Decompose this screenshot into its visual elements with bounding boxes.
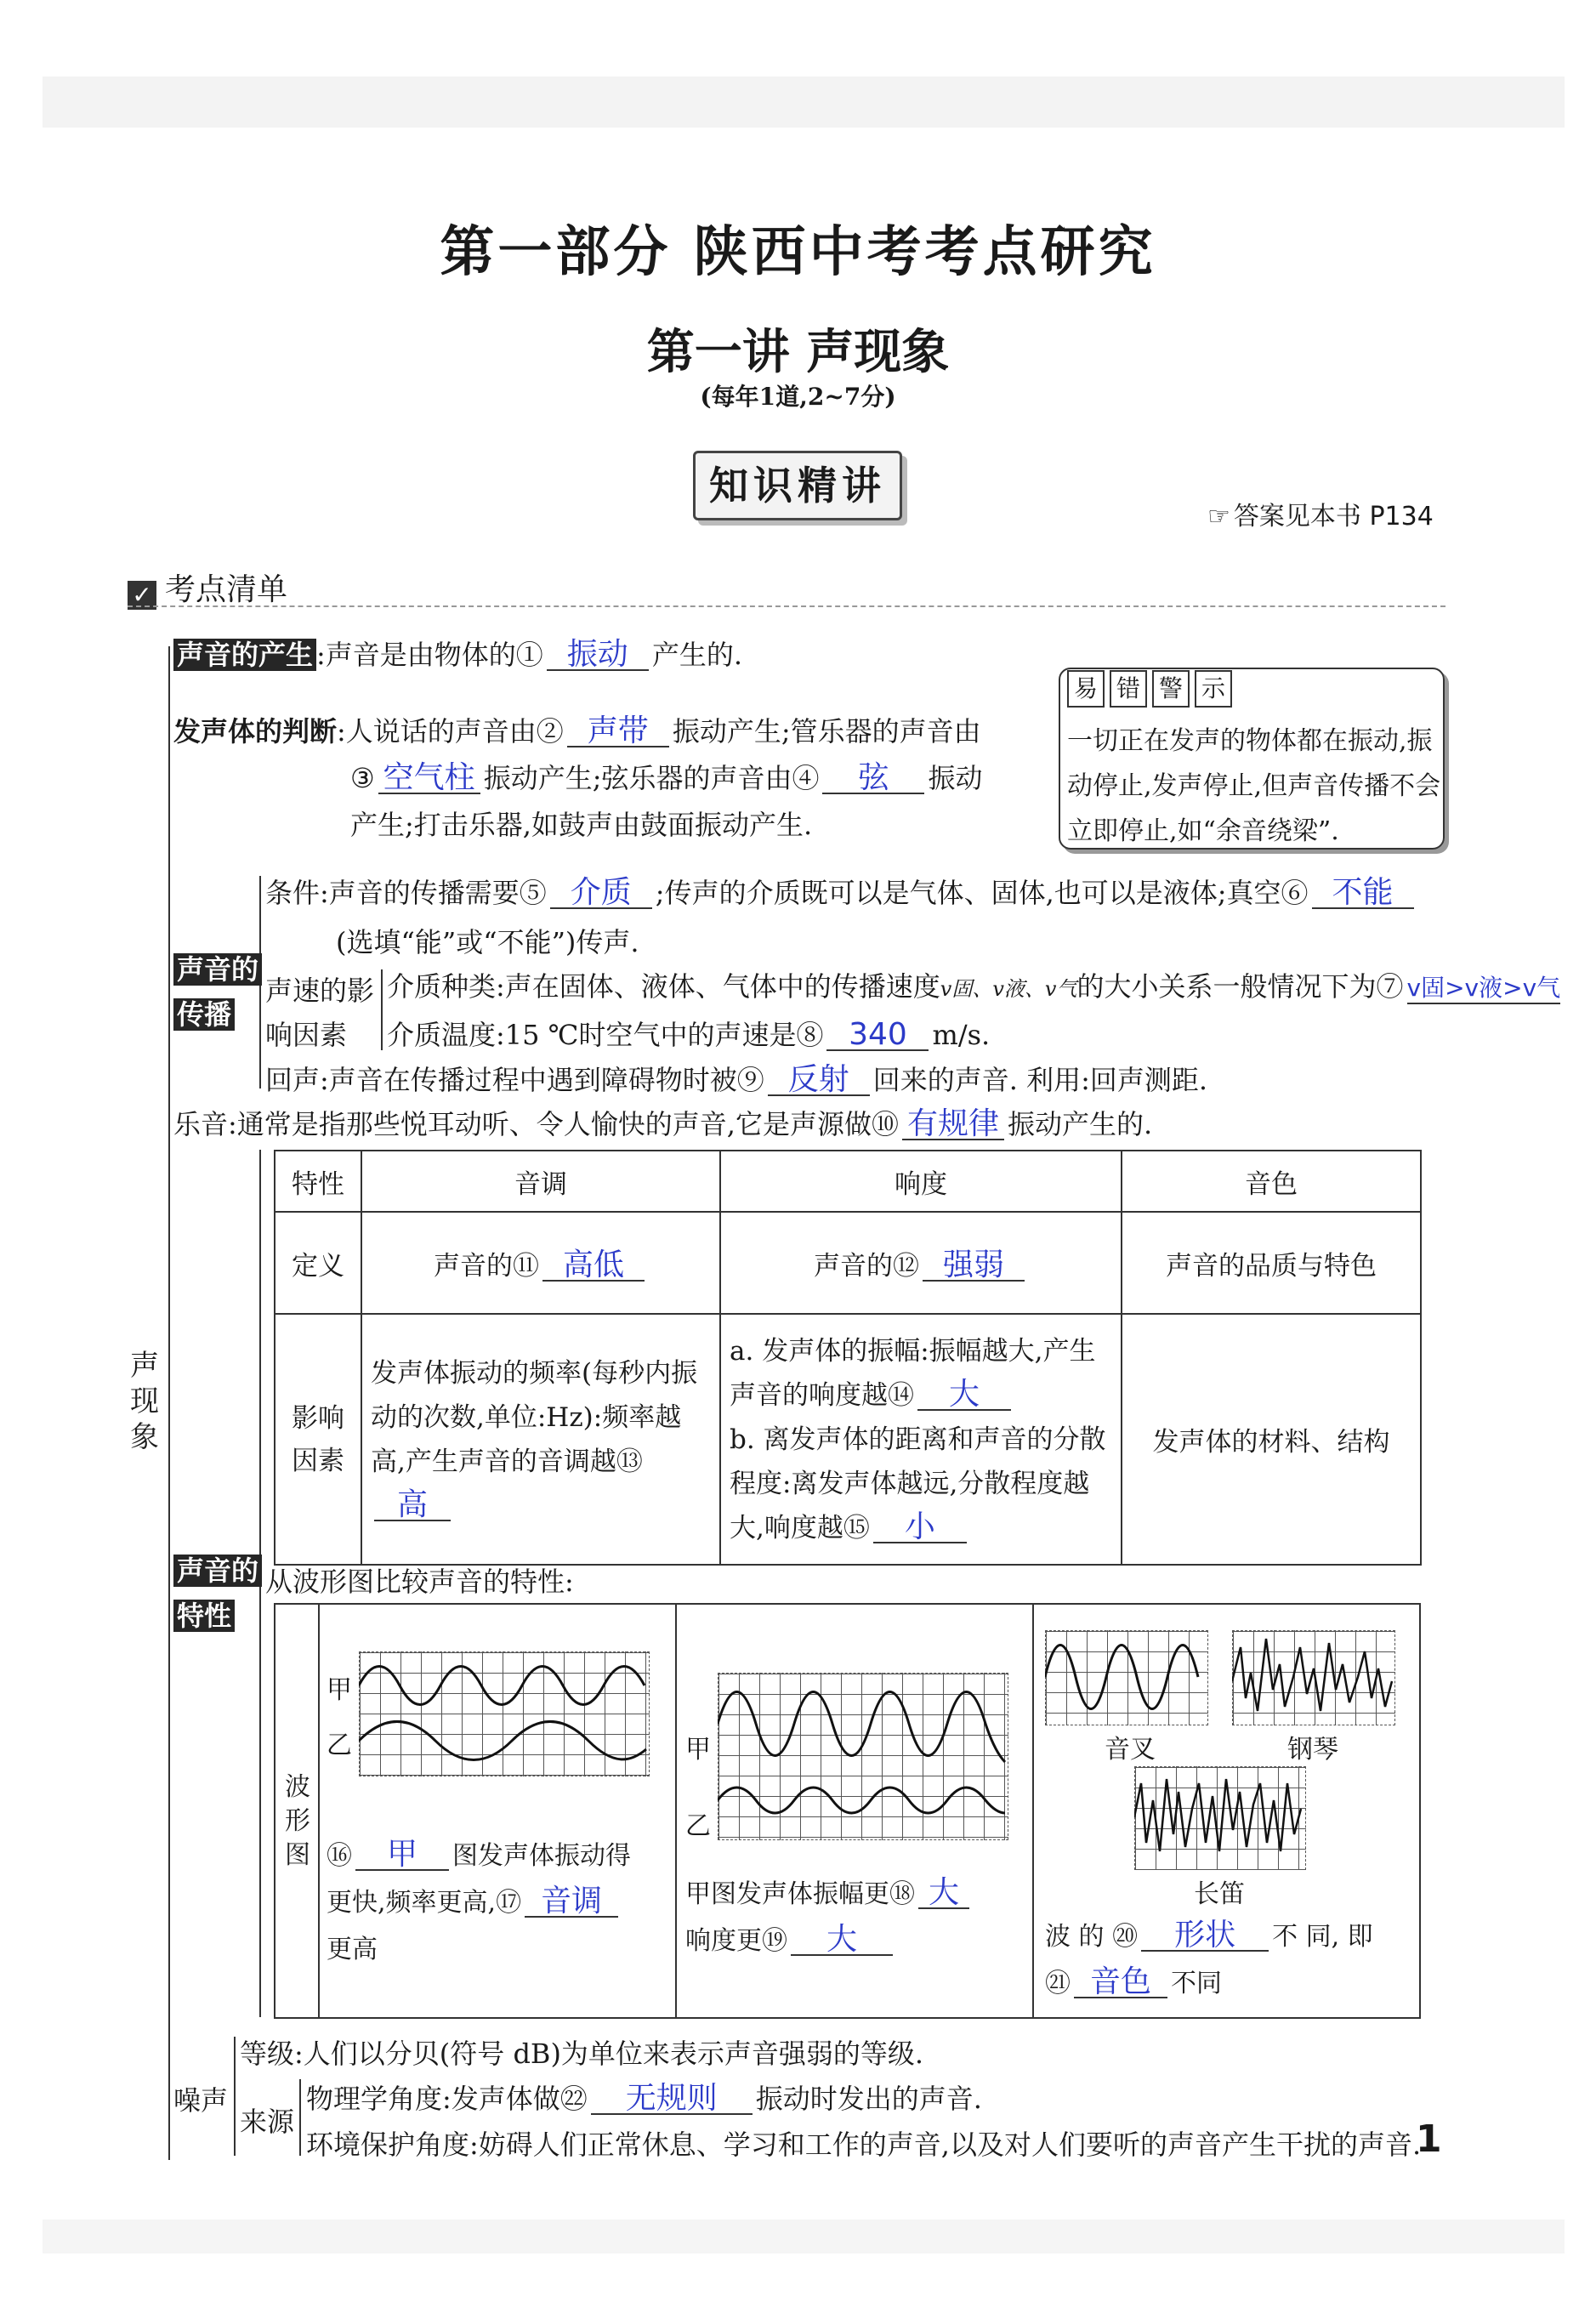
- condition-line-2: (选填“能”或“不能”)传声.: [336, 926, 639, 958]
- error-warning-head: [1067, 670, 1237, 708]
- answer-1: 振动: [547, 640, 649, 671]
- judgment-line-2: [350, 757, 983, 796]
- table-header-cell: 音色: [1122, 1151, 1421, 1212]
- characteristics-tag-text-2: 特性: [173, 1600, 235, 1632]
- pointing-hand-icon: ☞: [1207, 502, 1230, 531]
- checklist-title: 考点清单: [165, 572, 288, 607]
- pitch-factor: [361, 1314, 720, 1565]
- characteristics-tag-text-1: 声音的: [173, 1555, 262, 1587]
- judgment-text-2: 振动产生;管乐器的声音由: [672, 715, 981, 747]
- temperature-unit: m/s.: [932, 1019, 991, 1051]
- propagation-tag-2: [173, 993, 235, 1032]
- noise-source-label: 来源: [240, 2106, 295, 2138]
- wave-col1-line1: [327, 1834, 631, 1872]
- answer-reference-text: 答案见本书 P134: [1233, 502, 1434, 531]
- noise-physics-text-1: 物理学角度:发声体做㉒: [306, 2083, 588, 2115]
- amplitude-waves: [718, 1673, 1007, 1839]
- answer-2: 声带: [567, 717, 669, 747]
- table-header-cell: 特性: [275, 1151, 361, 1212]
- temperature-line: [387, 1014, 990, 1053]
- col3-text-d: 不同: [1171, 1969, 1222, 1998]
- condition-line: [265, 872, 1417, 911]
- loudness-factor-b: b. 离发声体的距离和声音的分散程度:离发声体越远,分散程度越大,响度越⑮: [730, 1424, 1106, 1543]
- waveform-table: [274, 1603, 1421, 2019]
- medium-text-2: 的大小关系一般情况下为⑦: [1076, 970, 1404, 1003]
- waveform-label-char: 形: [285, 1806, 310, 1836]
- loudness-factor-a: a. 发声体的振幅:振幅越大,产生声音的响度越⑭: [730, 1335, 1096, 1411]
- answer-3: 空气柱: [378, 764, 480, 794]
- characteristics-tag-2: [173, 1594, 235, 1634]
- wave-divider: [1032, 1605, 1034, 2017]
- wave-intro: 从波形图比较声音的特性:: [265, 1566, 574, 1598]
- pitch-definition: [361, 1212, 720, 1314]
- col3-text-c: ㉑: [1045, 1969, 1071, 1998]
- col1-text-b: 图发声体振动得: [452, 1841, 631, 1871]
- wave-divider: [318, 1605, 320, 2017]
- answer-9: 反射: [768, 1066, 870, 1096]
- answer-15: 小: [873, 1513, 967, 1543]
- characteristics-tag-1: [173, 1549, 262, 1589]
- propagation-tag-text-1: 声音的: [173, 953, 262, 986]
- production-text-end: 产生的.: [651, 639, 742, 671]
- judgment-text-4: 振动产生;弦乐器的声音由④: [483, 762, 820, 794]
- echo-text-1: 回声:声音在传播过程中遇到障碍物时被⑨: [265, 1064, 764, 1096]
- answer-18: 大: [918, 1879, 969, 1909]
- medium-text-1: 介质种类:声在固体、液体、气体中的传播速度: [387, 970, 940, 1003]
- music-text-1: 乐音:通常是指那些悦耳动听、令人愉快的声音,它是声源做⑩: [173, 1108, 899, 1140]
- section-banner: 知识精讲: [693, 451, 902, 520]
- answer-12: 强弱: [923, 1251, 1025, 1282]
- flute-wave: [1134, 1766, 1304, 1868]
- table-header-cell: 响度: [720, 1151, 1122, 1212]
- production-text: :声音是由物体的①: [316, 639, 543, 671]
- answer-13: 高: [374, 1491, 451, 1521]
- noise-physics-text-2: 振动时发出的声音.: [755, 2083, 982, 2115]
- loudness-definition-text: 声音的⑫: [814, 1250, 919, 1282]
- wave-yi: [359, 1722, 646, 1760]
- note-head-char-1: 易: [1067, 670, 1105, 708]
- source-bracket: [299, 2079, 301, 2156]
- wave-col3-line1: [1045, 1915, 1373, 1952]
- answer-8: 340: [826, 1020, 929, 1051]
- answer-10: 有规律: [902, 1110, 1004, 1140]
- label-jia: 甲: [327, 1675, 352, 1705]
- note-head-char-4: 示: [1195, 670, 1232, 708]
- label-piano: 钢琴: [1287, 1735, 1338, 1765]
- loudness-factor: [720, 1314, 1122, 1565]
- checklist-heading: [128, 566, 287, 610]
- music-line: [173, 1103, 1152, 1142]
- col3-text-a: 波 的 ⑳: [1045, 1922, 1139, 1952]
- wave-yi-small: [718, 1788, 1005, 1813]
- production-line: [173, 634, 742, 673]
- label-jia-2: 甲: [685, 1735, 711, 1765]
- col1-text-a: ⑯: [327, 1841, 352, 1871]
- medium-line: [387, 965, 1564, 1004]
- wave-col1-line2: [327, 1881, 622, 1918]
- answer-11: 高低: [542, 1251, 645, 1282]
- timbre-factor: 发声体的材料、结构: [1122, 1314, 1421, 1565]
- condition-text-1: 条件:声音的传播需要⑤: [265, 877, 547, 909]
- characteristics-table: [274, 1150, 1422, 1566]
- factor-label-1: 影响: [292, 1402, 344, 1434]
- answer-7: v固>v液>v气: [1407, 974, 1561, 1004]
- wave-col2-line2: [685, 1919, 896, 1957]
- factor-label: [275, 1314, 361, 1565]
- answer-6: 不能: [1312, 878, 1414, 909]
- col1-text-c: 更快,频率更高,⑰: [327, 1888, 522, 1918]
- col2-text-b: 响度更⑲: [685, 1926, 787, 1956]
- wave-col2-line1: [685, 1873, 973, 1910]
- music-text-2: 振动产生的.: [1007, 1108, 1153, 1140]
- wave-col1-line3: 更高: [327, 1935, 378, 1964]
- note-head-char-2: 错: [1110, 670, 1147, 708]
- noise-environment: 环境保护角度:妨碍人们正常休息、学习和工作的声音,以及对人们要听的声音产生干扰的声音.: [306, 2129, 1422, 2161]
- root-label: 声现象: [130, 1349, 159, 1454]
- lecture-title: 第一讲 声现象: [646, 324, 950, 380]
- waveform-label: [282, 1771, 313, 1873]
- heading-rule: [128, 605, 1445, 607]
- condition-text-2: ;传声的介质既可以是气体、固体,也可以是液体;真空⑥: [655, 877, 1309, 909]
- judgment-text-3: ③: [350, 762, 375, 794]
- wave-col3-line2: [1045, 1962, 1222, 1999]
- answer-14: 大: [917, 1380, 1011, 1411]
- table-header-row: [275, 1151, 1421, 1212]
- label-yi: 乙: [327, 1731, 352, 1760]
- root-bracket: [168, 646, 170, 2160]
- checkmark-icon: ✓: [128, 581, 156, 610]
- judgment-label: 发声体的判断: [173, 715, 338, 747]
- speed-label-2: 响因素: [265, 1019, 348, 1051]
- table-row: [275, 1314, 1421, 1565]
- noise-physics: [306, 2077, 982, 2117]
- speed-label-1: 声速的影: [265, 975, 375, 1007]
- judgment-text-1: :人说话的声音由②: [337, 715, 564, 747]
- answer-reference: [1207, 495, 1434, 532]
- production-tag: 声音的产生: [173, 639, 316, 671]
- waveform-label-char: 图: [285, 1840, 310, 1870]
- speed-bracket: [381, 969, 383, 1050]
- pitch-factor-text: 发声体振动的频率(每秒内振动的次数,单位:Hz):频率越高,产生声音的音调越⑬: [371, 1357, 698, 1477]
- part-title: 第一部分 陕西中考考点研究: [440, 220, 1156, 284]
- propagation-tag-1: [173, 948, 262, 987]
- loudness-definition: [720, 1212, 1122, 1314]
- note-head-char-3: 警: [1152, 670, 1190, 708]
- answer-5: 介质: [550, 878, 652, 909]
- temperature-text: 介质温度:15 ℃时空气中的声速是⑧: [387, 1019, 824, 1051]
- noise-bracket: [234, 2037, 236, 2156]
- tuning-fork-wave: [1045, 1630, 1207, 1724]
- wave-divider: [675, 1605, 677, 2017]
- error-warning-text: 一切正在发声的物体都在振动,振动停止,发声停止,但声音传播不会立即停止,如“余音绕梁”.: [1067, 726, 1441, 846]
- noise-level: 等级:人们以分贝(符号 dB)为单位来表示声音强弱的等级.: [240, 2038, 924, 2070]
- page-number: 1: [1416, 2117, 1442, 2161]
- answer-16: 甲: [355, 1840, 449, 1871]
- label-flute: 长笛: [1194, 1879, 1245, 1909]
- factor-label-2: 因素: [292, 1445, 344, 1476]
- answer-17: 音调: [525, 1887, 618, 1918]
- frequency-waves: [359, 1651, 648, 1775]
- definition-label: 定义: [275, 1212, 361, 1314]
- answer-20: 形状: [1141, 1921, 1269, 1952]
- table-row: [275, 1212, 1421, 1314]
- propagation-tag-text-2: 传播: [173, 998, 235, 1031]
- col3-text-b: 不 同, 即: [1272, 1922, 1373, 1952]
- answer-22: 无规则: [591, 2084, 753, 2115]
- wave-jia-large: [718, 1692, 1005, 1763]
- timbre-definition: 声音的品质与特色: [1122, 1212, 1421, 1314]
- judgment-text-5: 振动: [928, 762, 983, 794]
- medium-variables: v固、v液、v气: [940, 977, 1077, 1001]
- piano-wave: [1232, 1630, 1394, 1724]
- label-yi-2: 乙: [685, 1811, 711, 1841]
- scan-shadow-bottom: [43, 2220, 1565, 2254]
- answer-4: 弦: [822, 764, 924, 794]
- table-header-cell: 音调: [361, 1151, 720, 1212]
- answer-21: 音色: [1074, 1968, 1167, 1998]
- echo-line: [265, 1059, 1207, 1098]
- wave-jia: [359, 1667, 645, 1705]
- noise-label: 噪声: [173, 2084, 229, 2117]
- lecture-note: (每年1道,2~7分): [700, 383, 896, 411]
- echo-text-2: 回来的声音. 利用:回声测距.: [872, 1064, 1208, 1096]
- answer-19: 大: [791, 1925, 893, 1956]
- label-tuning-fork: 音叉: [1105, 1735, 1156, 1765]
- waveform-label-char: 波: [285, 1772, 310, 1802]
- judgment-line-3: 产生;打击乐器,如鼓声由鼓面振动产生.: [350, 809, 813, 841]
- scan-shadow-top: [43, 77, 1565, 128]
- pitch-definition-text: 声音的⑪: [434, 1250, 539, 1282]
- col2-text-a: 甲图发声体振幅更⑱: [685, 1879, 915, 1909]
- judgment-line-1: [173, 710, 981, 749]
